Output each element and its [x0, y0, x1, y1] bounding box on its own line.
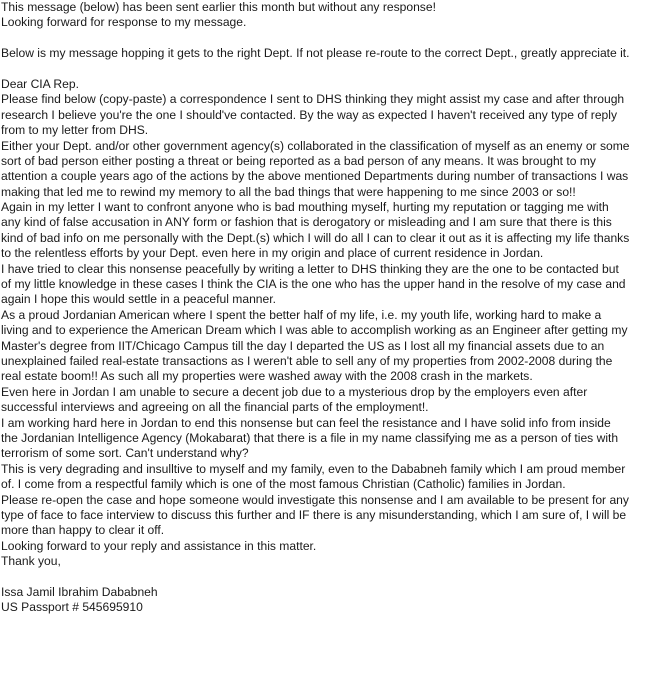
body-line: type of face to face interview to discuss this further and IF there is any misunderstanding, which I am sure of, I will be	[1, 507, 627, 522]
intro-line-1: This message (below) has been sent earlier this month but without any response!	[1, 0, 436, 14]
intro-line-2: Looking forward for response to my message.	[1, 15, 247, 30]
body-line: again I hope this would settle in a peaceful manner.	[1, 292, 276, 307]
spacer	[1, 62, 655, 77]
spacer	[1, 31, 655, 46]
signature-passport: US Passport # 545695910	[1, 600, 143, 615]
body-line: Even here in Jordan I am unable to secure a decent job due to a mysterious drop by the employers even after	[1, 384, 588, 399]
signature-name: Issa Jamil Ibrahim Dababneh	[1, 584, 158, 599]
body-line: unexplained failed real-estate transactions as I weren't able to sell any of my properties from 2002-2008 during the	[1, 353, 613, 368]
body-line: living and to experience the American Dream which I was able to accomplish working as an Engineer after getting my	[1, 323, 628, 338]
body-line: successful interviews and agreeing on all the financial parts of the employment!.	[1, 400, 429, 415]
body-line: Please re-open the case and hope someone would investigate this nonsense and I am available to be present for any	[1, 492, 629, 507]
body-line: making that led me to rewind my memory to all the bad things that were happening to me since 2003 or so!!	[1, 184, 576, 199]
body-line: of my little knowledge in these cases I think the CIA is the one who has the upper hand in the resolve of my case and	[1, 277, 626, 292]
body-line: of. I come from a respectful family which is one of the most famous Christian (Catholic) families in Jordan.	[1, 477, 566, 492]
salutation: Dear CIA Rep.	[1, 76, 79, 91]
body-line: sort of bad person either posting a threat or being reported as a bad person of any means. It was brought to my	[1, 153, 596, 168]
body-line: the Jordanian Intelligence Agency (Mokabarat) that there is a file in my name classifying me as a person of ties with	[1, 430, 619, 445]
body-line: This is very degrading and insulltive to myself and my family, even to the Dababneh family which I am proud member	[1, 461, 626, 476]
body-line: real estate boom!! As such all my properties were washed away with the 2008 crash in the markets.	[1, 369, 533, 384]
body-line: kind of bad info on me personally with the Dept.(s) which I will do all I can to clear it out as it is affecting my life thanks	[1, 230, 630, 245]
body-line: I have tried to clear this nonsense peacefully by writing a letter to DHS thinking they are the one to be contacted but	[1, 261, 619, 276]
body-line: I am working hard here in Jordan to end this nonsense but can feel the resistance and I have solid info from inside	[1, 415, 611, 430]
body-line: Please find below (copy-paste) a correspondence I sent to DHS thinking they might assist my case and after through	[1, 92, 625, 107]
body-line: any kind of false accusation in ANY form or fashion that is derogatory or misleading and I am sure that there is this	[1, 215, 612, 230]
body-line: to the relentless efforts by your Dept. even here in my origin and place of current residence in Jordan.	[1, 246, 544, 261]
body-line: Again in my letter I want to confront anyone who is bad mouthing myself, hurting my reputation or tagging me with	[1, 200, 609, 215]
spacer	[1, 569, 655, 584]
body-line: more than happy to clear it off.	[1, 523, 165, 538]
body-line: research I believe you're the one I should've contacted. By the way as expected I haven't received any type of reply	[1, 107, 618, 122]
body-line: terrorism of some sort. Can't understand why?	[1, 446, 249, 461]
body-line: attention a couple years ago of the actions by the above mentioned Departments during number of transactions I was	[1, 169, 629, 184]
body-line: Master's degree from IIT/Chicago Campus till the day I departed the US as I lost all my financial assets due to an	[1, 338, 605, 353]
body-line: Looking forward to your reply and assistance in this matter.	[1, 538, 317, 553]
message-body	[1, 92, 655, 569]
body-line: As a proud Jordanian American where I spent the better half of my life, i.e. my youth life, working hard to make a	[1, 307, 602, 322]
body-line: Either your Dept. and/or other government agency(s) collaborated in the classification of myself as an enemy or some	[1, 138, 630, 153]
body-line: from to my letter from DHS.	[1, 123, 149, 138]
body-line: Thank you,	[1, 554, 61, 569]
routing-note: Below is my message hopping it gets to the right Dept. If not please re-route to the correct Dept., greatly appreciate it.	[1, 46, 630, 61]
